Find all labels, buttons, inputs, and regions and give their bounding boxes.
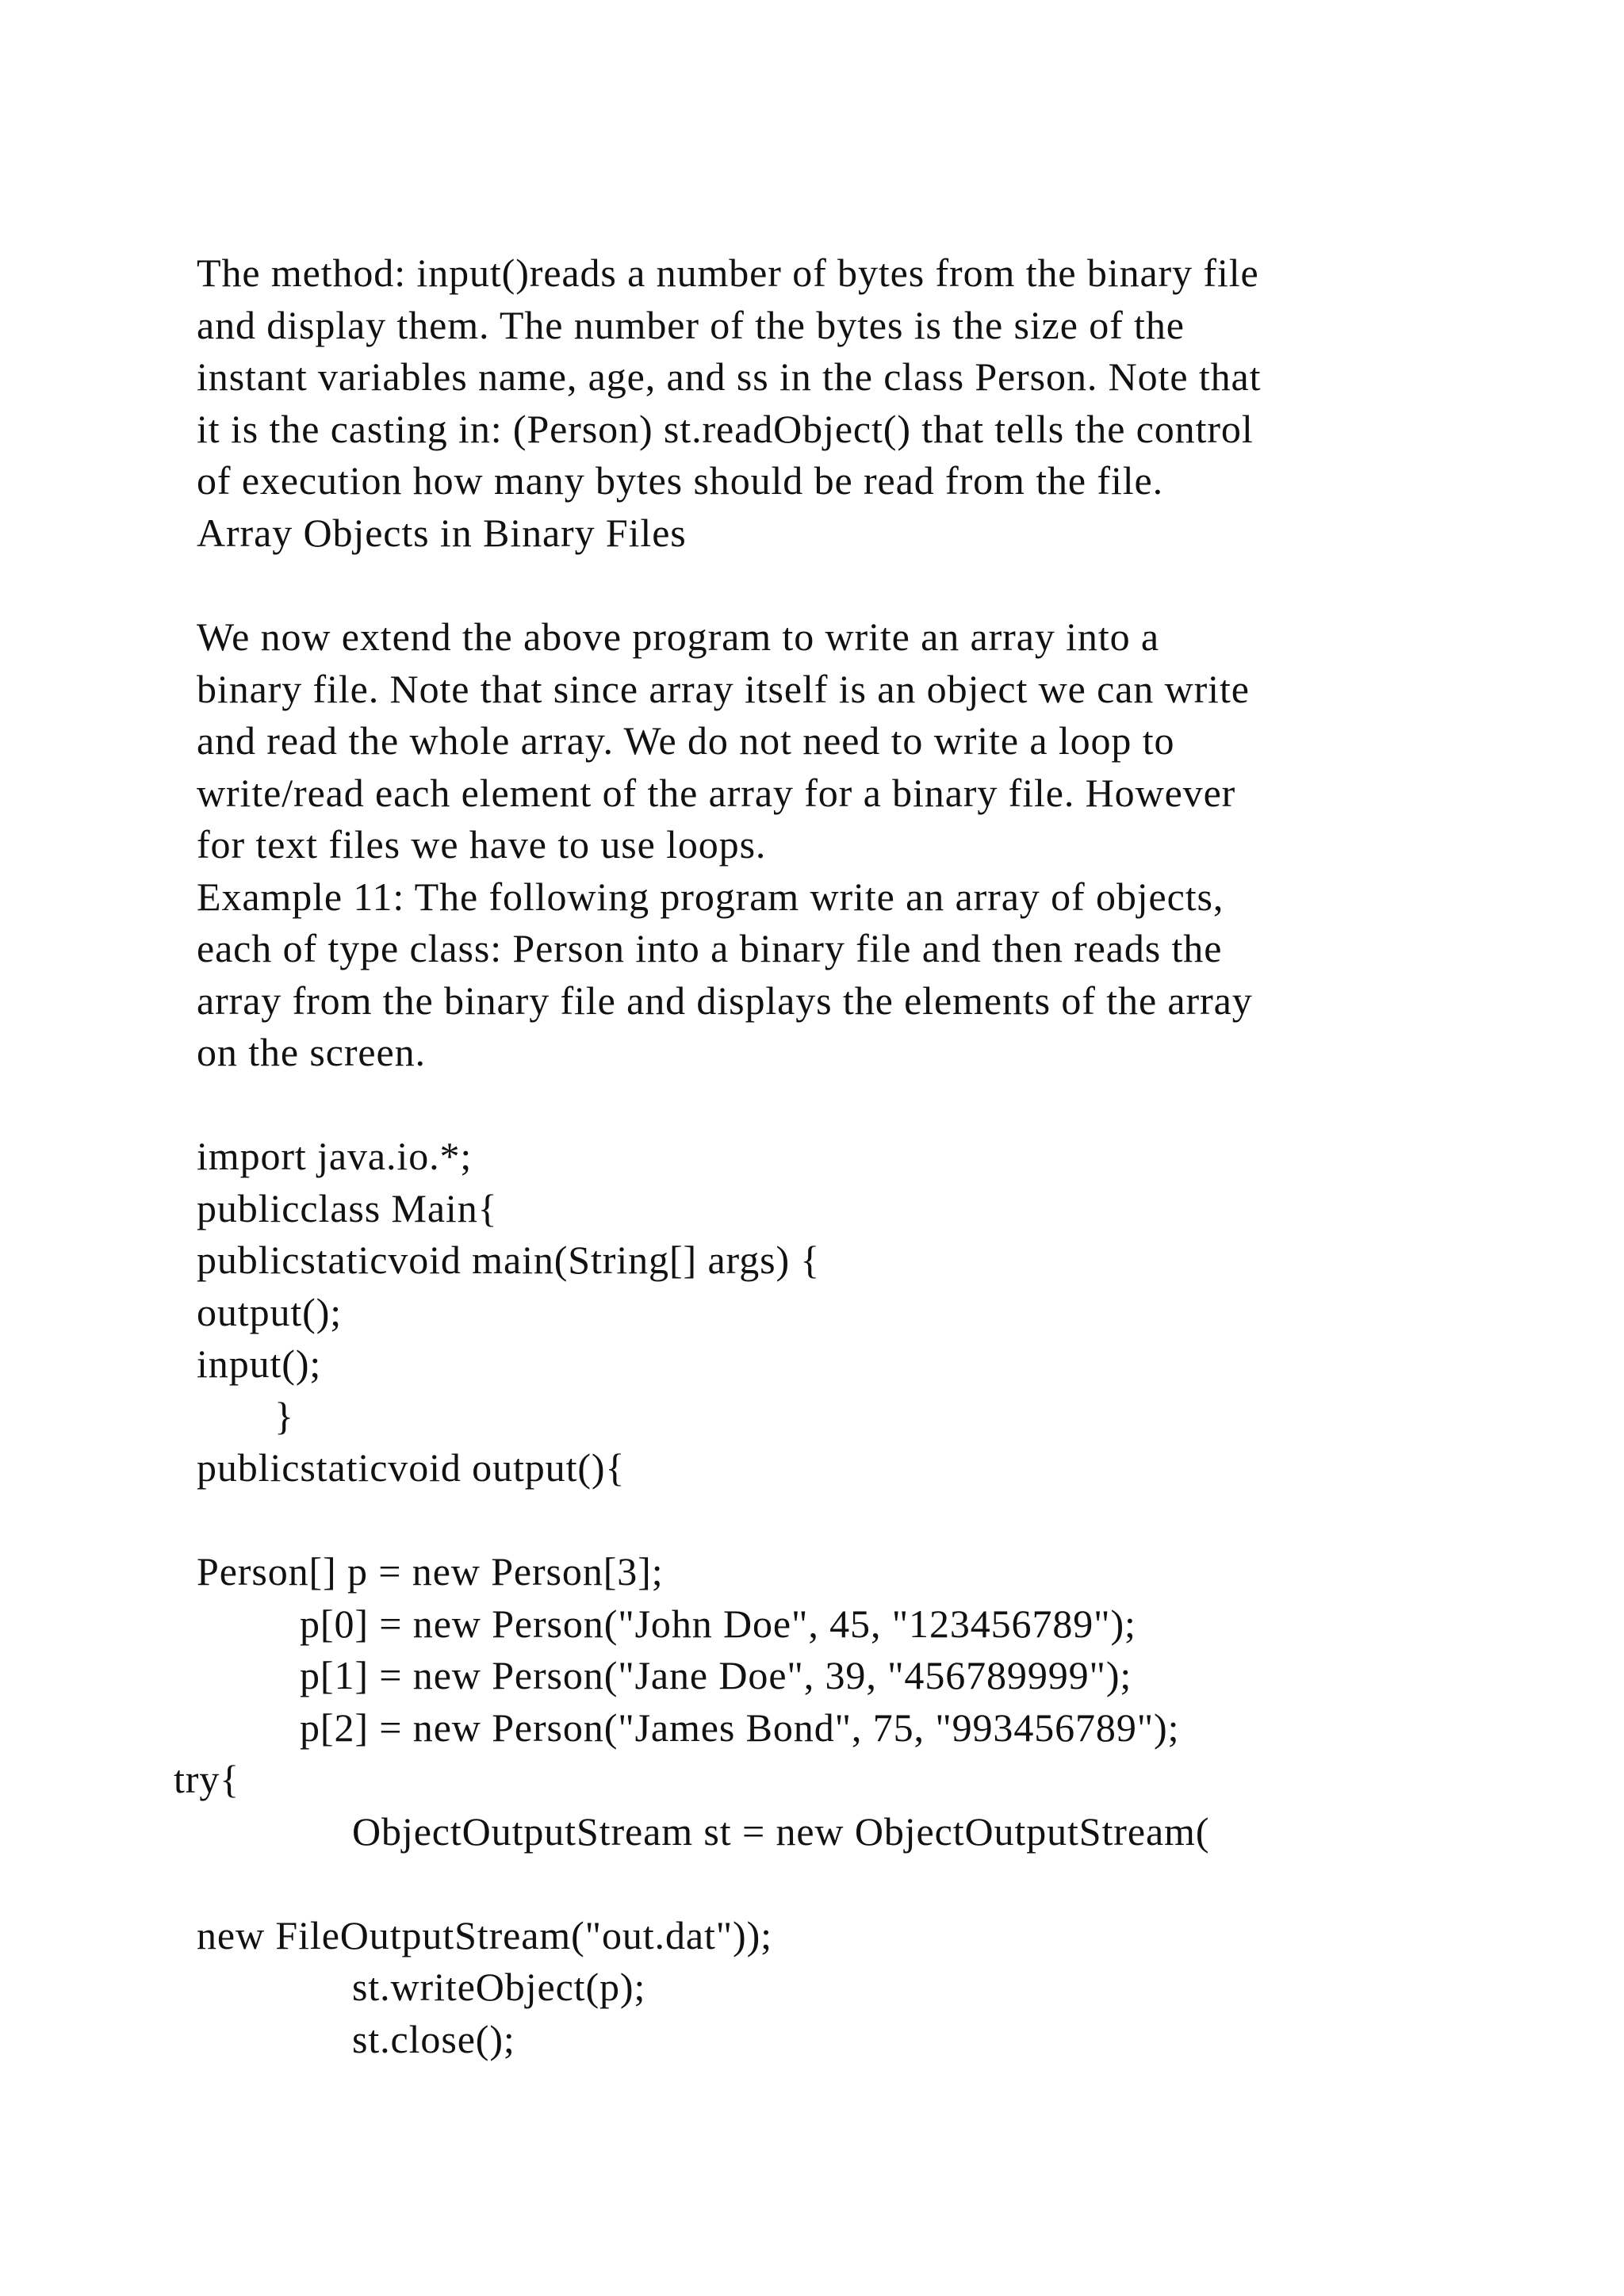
text-line: and read the whole array. We do not need to write a loop to	[197, 718, 1175, 763]
text-line: on the screen.	[197, 1030, 426, 1074]
text-line: of execution how many bytes should be read from the file.	[197, 458, 1164, 503]
code-blank-line	[197, 1494, 1505, 1547]
code-line: try{	[174, 1757, 240, 1801]
code-line: p[2] = new Person("James Bond", 75, "993456789");	[300, 1705, 1180, 1750]
code-line: p[0] = new Person("John Doe", 45, "123456789");	[300, 1601, 1136, 1646]
section-heading: Array Objects in Binary Files	[197, 510, 687, 555]
code-line: new FileOutputStream("out.dat"));	[197, 1912, 772, 1957]
text-line: it is the casting in: (Person) st.readObject() that tells the control	[197, 406, 1254, 451]
text-line: write/read each element of the array for a binary file. However	[197, 770, 1236, 815]
code-line: Person[] p = new Person[3];	[197, 1549, 664, 1594]
text-line: We now extend the above program to write an array into a	[197, 614, 1159, 659]
code-line: p[1] = new Person("Jane Doe", 39, "456789999");	[300, 1653, 1132, 1697]
code-line: input();	[197, 1341, 322, 1386]
text-line: for text files we have to use loops.	[197, 822, 767, 867]
code-line: }	[274, 1393, 294, 1438]
paragraph-input-method	[197, 247, 1505, 559]
text-line: each of type class: Person into a binary file and then reads the	[197, 926, 1223, 970]
text-line: binary file. Note that since array itself is an object we can write	[197, 666, 1250, 711]
text-line: array from the binary file and displays the elements of the array	[197, 978, 1253, 1023]
code-line: publicclass Main{	[197, 1185, 498, 1230]
text-line: The method: input()reads a number of bytes from the binary file	[197, 251, 1259, 295]
text-line: instant variables name, age, and ss in the class Person. Note that	[197, 354, 1262, 399]
code-line: st.writeObject(p);	[352, 1965, 646, 2009]
code-listing	[174, 1131, 1505, 2065]
code-line: ObjectOutputStream st = new ObjectOutputStream(	[352, 1808, 1210, 1854]
code-line: output();	[197, 1289, 343, 1334]
example-heading: Example 11: The following program write an array of objects,	[197, 874, 1224, 919]
code-line: import java.io.*;	[197, 1134, 473, 1178]
text-line: and display them. The number of the bytes is the size of the	[197, 302, 1185, 347]
code-line: publicstaticvoid output(){	[197, 1445, 626, 1490]
paragraph-array-objects	[197, 611, 1505, 1079]
code-blank-line	[197, 1858, 1505, 1910]
code-line: publicstaticvoid main(String[] args) {	[197, 1238, 821, 1282]
code-line: st.close();	[352, 2016, 515, 2061]
